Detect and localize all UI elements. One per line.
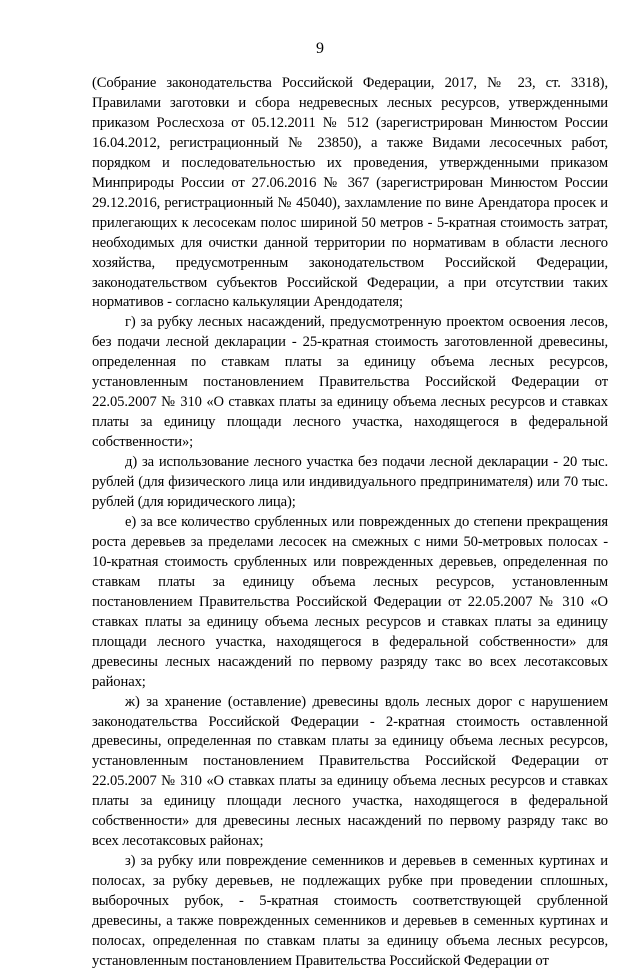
paragraph-item-z: з) за рубку или повреждение семенников и деревьев в семенных куртинах и полосах, за рубку деревьев, не подлежащих рубке при проведении сплошных, выборочных рубок, - 5-кратная стоимость соответствующей срубленной древесины, а также поврежденных семенников и деревьев в семенных куртинах и полосах, определенная по ставкам платы за единицу объема лесных ресурсов, установленным постановлением Правительства Российской Федерации от (92, 853, 608, 969)
paragraph-item-d: д) за использование лесного участка без подачи лесной декларации - 20 тыс. рублей (для физического лица или индивидуального предпринимателя) или 70 тыс. рублей (для юридического лица); (92, 454, 608, 511)
paragraph-item-g: г) за рубку лесных насаждений, предусмотренную проектом освоения лесов, без подачи лесной декларации - 25-кратная стоимость заготовленной древесины, определенная по ставкам платы за единицу объема лесных ресурсов, установленным постановлением Правительства Российской Федерации от 22.05.2007 № 310 «О ставках платы за единицу объема лесных ресурсов и ставках платы за единицу площади лесного участка, находящегося в федеральной собственности»; (92, 314, 608, 451)
document-body (92, 74, 608, 972)
page-number: 9 (316, 40, 324, 57)
paragraph-item-zh: ж) за хранение (оставление) древесины вдоль лесных дорог с нарушением законодательства Российской Федерации - 2-кратная стоимость оставленной древесины, определенная по ставкам платы за единицу объема лесных ресурсов, установленным постановлением Правительства Российской Федерации от 22.05.2007 № 310 «О ставках платы за единицу объема лесных ресурсов и ставках платы за единицу площади лесного участка, находящегося в федеральной собственности» для древесины лесных насаждений по первому разряду такс во всех лесотаксовых районах; (92, 693, 608, 850)
paragraph-continuation: (Собрание законодательства Российской Федерации, 2017, № 23, ст. 3318), Правилами заготовки и сбора недревесных лесных ресурсов, утвержденными приказом Рослесхоза от 05.12.2011 № 512 (зарегистрирован Минюстом России 16.04.2012, регистрационный № 23850), а также Видами лесосечных работ, порядком и последовательностью их проведения, утвержденными приказом Минприроды России от 27.06.2016 № 367 (зарегистрирован Минюстом России 29.12.2016, регистрационный № 45040), захламление по вине Арендатора просек и прилегающих к лесосекам полос шириной 50 метров - 5-кратная стоимость затрат, необходимых для очистки данной территории по нормативам в области лесного хозяйства, предусмотренным законодательством Российской Федерации, законодательством субъектов Российской Федерации, а при отсутствии таких нормативов - согласно калькуляции Арендодателя; (92, 75, 608, 311)
paragraph-item-e: е) за все количество срубленных или поврежденных до степени прекращения роста деревьев за пределами лесосек на смежных с ними 50-метровых полосах - 10-кратная стоимость срубленных или поврежденных деревьев, определенная по ставкам платы за единицу объема лесных ресурсов, установленным постановлением Правительства Российской Федерации от 22.05.2007 № 310 «О ставках платы за единицу объема лесных ресурсов и ставках платы за единицу площади лесного участка, находящегося в федеральной собственности» для древесины лесных насаждений по первому разряду такс во всех лесотаксовых районах; (92, 513, 608, 690)
